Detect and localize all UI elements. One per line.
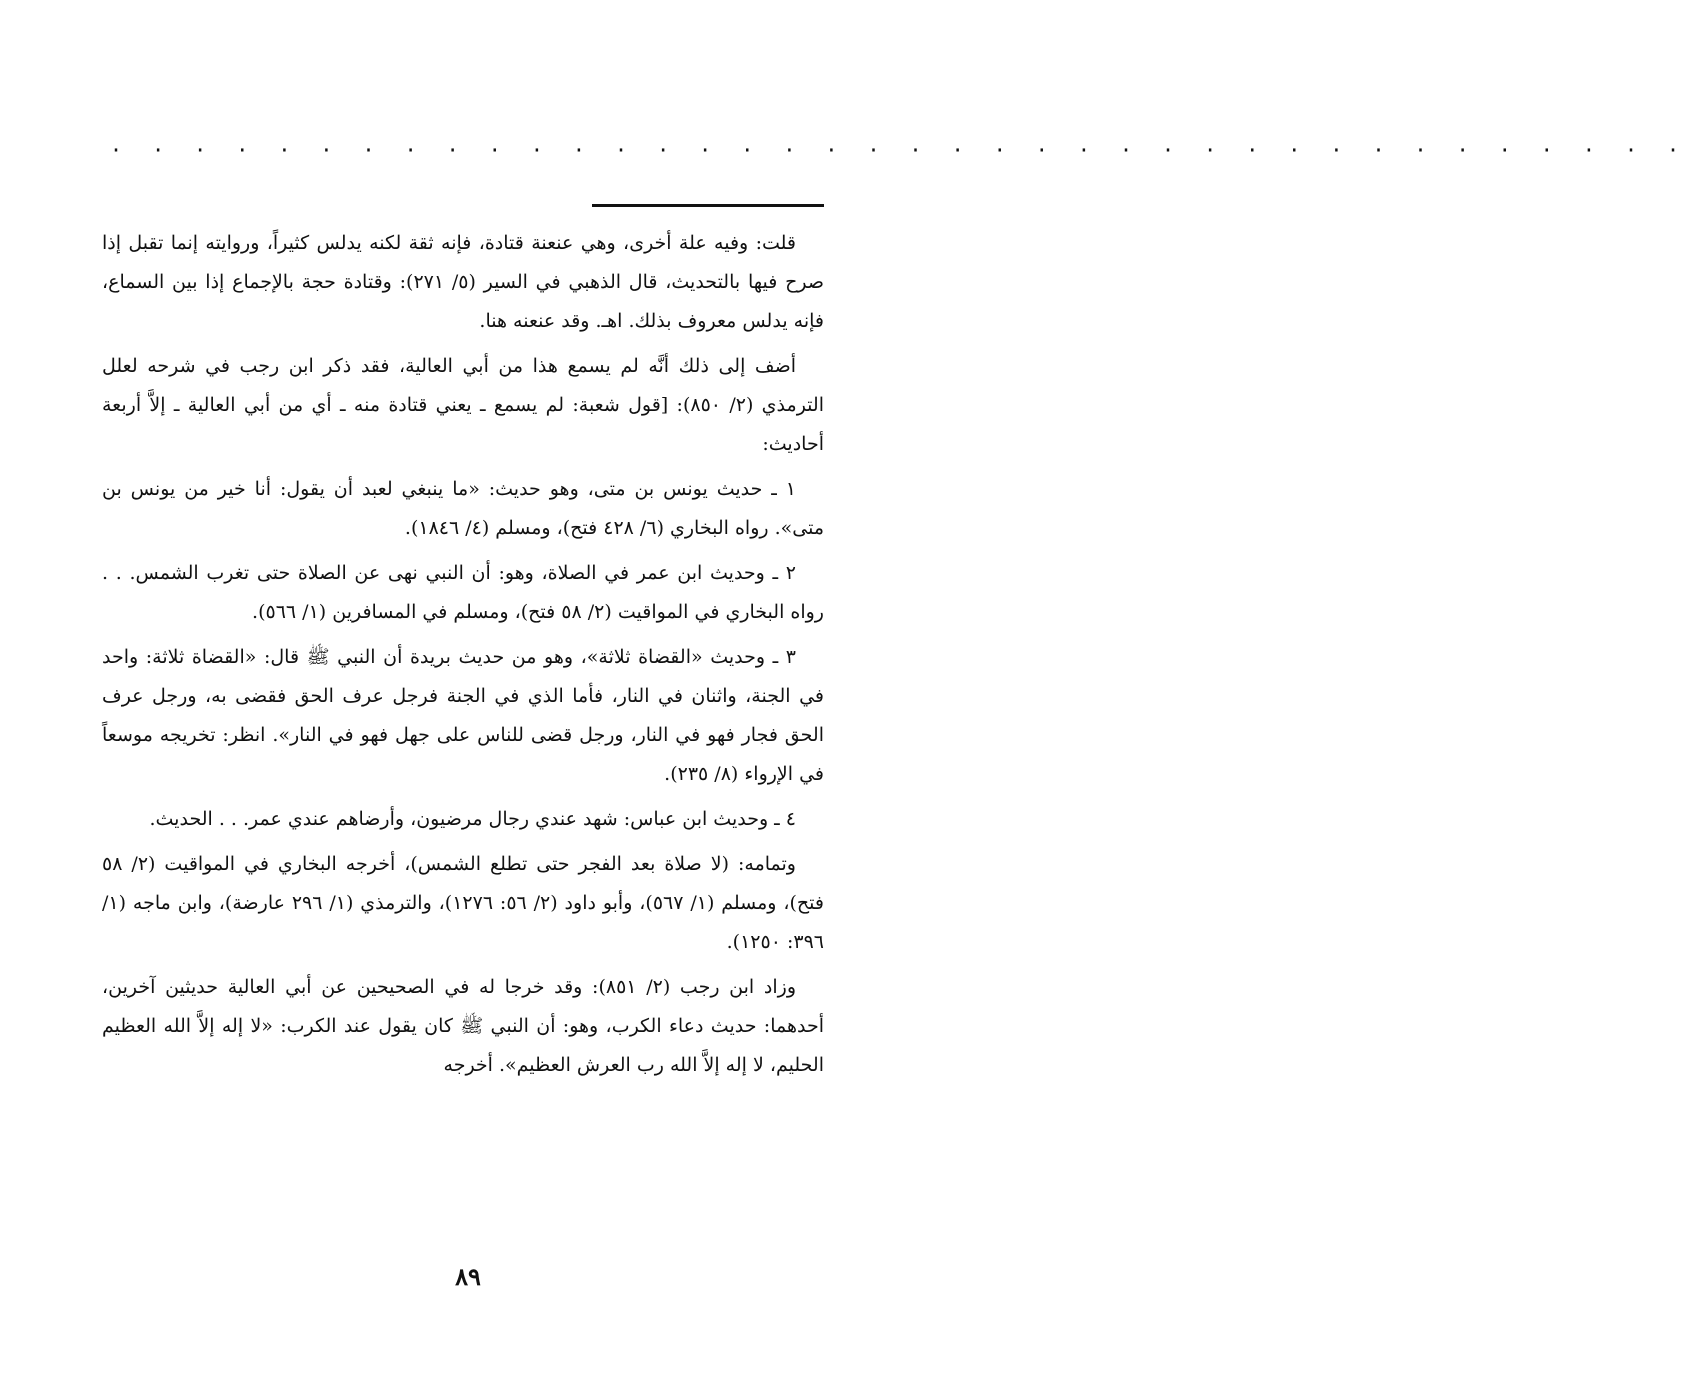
dotted-separator: · · · · · · · · · · · · · · · · · · · · · · · · · · · · · · · · · · · · · · [110,138,1688,162]
paragraph: ٢ ـ وحديث ابن عمر في الصلاة، وهو: أن النبي نهى عن الصلاة حتى تغرب الشمس. . . رواه البخاري في المواقيت (٢/ ٥٨ فتح)، ومسلم في المسافرين (١/ ٥٦٦). [102,562,824,623]
paragraph: وتمامه: (لا صلاة بعد الفجر حتى تطلع الشمس)، أخرجه البخاري في المواقيت (٢/ ٥٨ فتح)، ومسلم (١/ ٥٦٧)، وأبو داود (٢/ ٥٦: ١٢٧٦)، والترمذي (١/ ٢٩٦ عارضة)، وابن ماجه (١/ ٣٩٦: ١٢٥٠). [102,853,824,953]
paragraph: قلت: وفيه علة أخرى، وهي عنعنة قتادة، فإنه ثقة لكنه يدلس كثيراً، وروايته إنما تقبل إذا صرح فيها بالتحديث، قال الذهبي في السير (٥/ ٢٧١): وقتادة حجة بالإجماع إذا بين السماع، فإنه يدلس معروف بذلك. اهـ. وقد عنعنه هنا. [102,232,824,332]
paragraph: أضف إلى ذلك أنَّه لم يسمع هذا من أبي العالية، فقد ذكر ابن رجب في شرحه لعلل الترمذي (٢/ ٨٥٠): [قول شعبة: لم يسمع ـ يعني قتادة منه ـ أي من أبي العالية ـ إلاَّ أربعة أحاديث: [102,355,824,455]
paragraph: ٣ ـ وحديث «القضاة ثلاثة»، وهو من حديث بريدة أن النبي ﷺ قال: «القضاة ثلاثة: واحد في الجنة، واثنان في النار، فأما الذي في الجنة فرجل عرف الحق فقضى به، ورجل عرف الحق فجار فهو في النار، ورجل قضى للناس على جهل فهو في النار». انظر: تخريجه موسعاً في الإرواء (٨/ ٢٣٥). [102,646,824,785]
page-number: ٨٩ [455,1262,481,1291]
main-text [102,224,824,1091]
footnote-rule [592,204,824,207]
paragraph: وزاد ابن رجب (٢/ ٨٥١): وقد خرجا له في الصحيحين عن أبي العالية حديثين آخرين، أحدهما: حديث دعاء الكرب، وهو: أن النبي ﷺ كان يقول عند الكرب: «لا إله إلاَّ الله العظيم الحليم، لا إله إلاَّ الله رب العرش العظيم». أخرجه [102,976,824,1076]
paragraph: ١ ـ حديث يونس بن متى، وهو حديث: «ما ينبغي لعبد أن يقول: أنا خير من يونس بن متى». رواه البخاري (٦/ ٤٢٨ فتح)، ومسلم (٤/ ١٨٤٦). [102,478,824,539]
paragraph: ٤ ـ وحديث ابن عباس: شهد عندي رجال مرضيون، وأرضاهم عندي عمر. . . الحديث. [149,808,796,830]
